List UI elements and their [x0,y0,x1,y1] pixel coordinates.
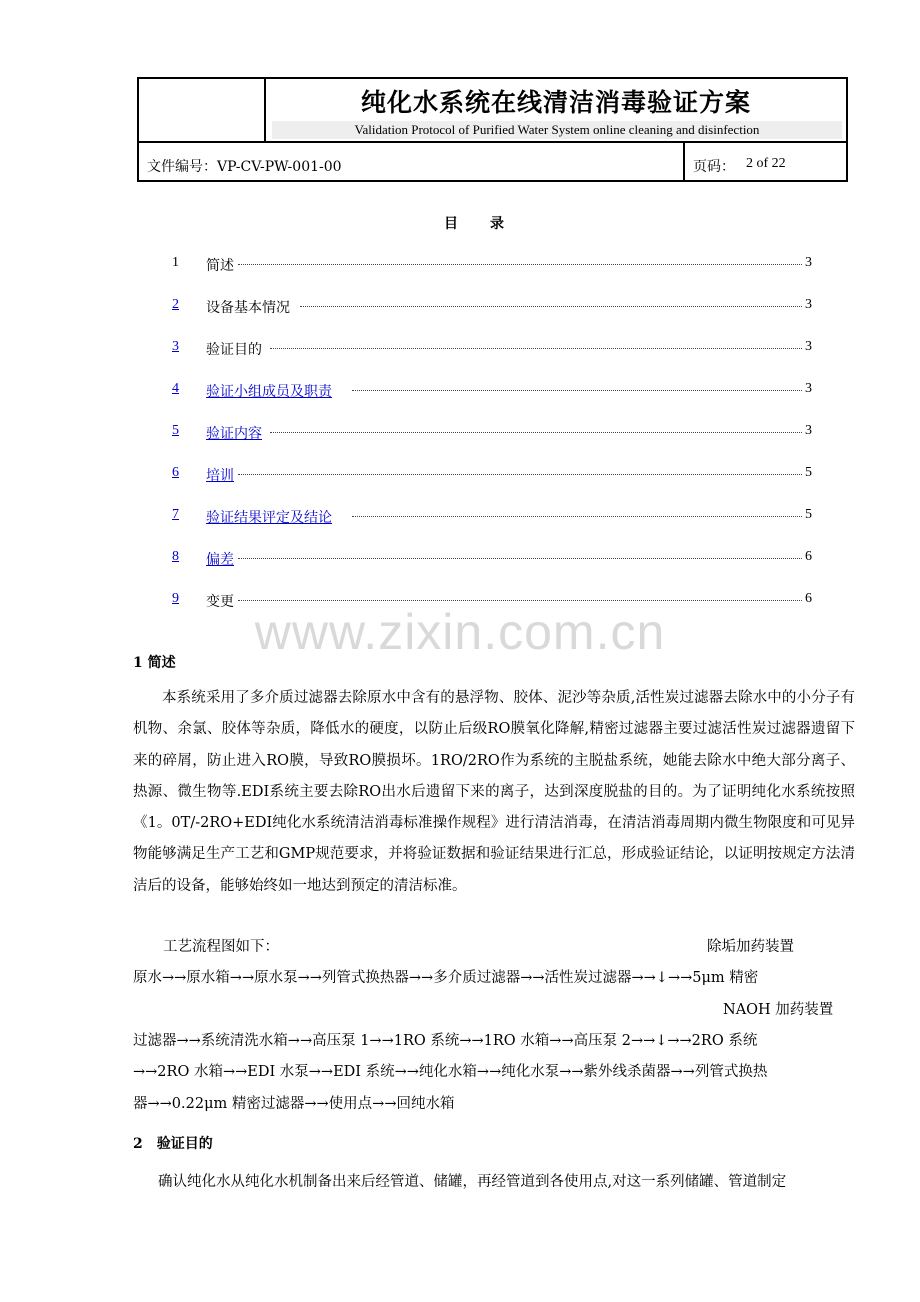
title-cell [266,79,846,141]
toc-item-number-link[interactable]: 4 [172,381,179,396]
section-heading: 1 简述 [133,655,176,671]
toc-leader [238,264,802,265]
toc-item-page: 3 [805,255,812,270]
document-title: 纯化水系统在线清洁消毒验证方案 [360,88,751,117]
toc-item-number-link[interactable]: 9 [172,591,179,606]
flow-line: 器→→0.22μm 精密过滤器→→使用点→→回纯水箱 [133,1096,455,1112]
toc-item-label-link[interactable]: 验证结果评定及结论 [206,510,332,526]
flow-line: 过滤器→→系统清洗水箱→→高压泵 1→→1RO 系统→→1RO 水箱→→高压泵 2→→↓→→2RO 系统 [133,1033,758,1049]
toc-item-page: 6 [805,549,812,564]
page-number-cell [683,143,846,180]
section-heading: 2 验证目的 [133,1136,213,1152]
toc-title: 目录 [444,216,536,232]
toc-item-label-link[interactable]: 验证小组成员及职责 [206,384,332,400]
toc-item-number-link[interactable]: 7 [172,507,179,522]
toc-item-number-link[interactable]: 5 [172,423,179,438]
toc-leader [352,390,802,391]
toc-item[interactable] [172,549,812,569]
toc-leader [352,516,802,517]
toc-leader [270,432,802,433]
toc-item-number-link[interactable]: 2 [172,297,179,312]
header-info-row [139,141,846,180]
page-value: 2 of 22 [746,156,786,171]
toc-item[interactable] [172,381,812,401]
toc-item-label: 设备基本情况 [206,300,290,316]
flow-note: NAOH 加药装置 [723,1002,834,1018]
toc-leader [300,306,802,307]
toc-item-page: 3 [805,297,812,312]
logo-cell [139,79,266,141]
toc-item-page: 3 [805,381,812,396]
page-label: 页码： [693,159,735,175]
document-subtitle: Validation Protocol of Purified Water System online cleaning and disinfection [272,121,842,139]
toc-item-number-link[interactable]: 8 [172,549,179,564]
toc-item-number: 1 [172,255,179,270]
section-paragraph: 本系统采用了多介质过滤器去除原水中含有的悬浮物、胶体、泥沙等杂质,活性炭过滤器去除水中的小分子有机物、余氯、胶体等杂质，降低水的硬度，以防止后级RO膜氧化降解,精密过滤器主要过滤活性炭过滤器遗留下来的碎屑，防止进入RO膜，导致RO膜损坏。1RO/2RO作为系统的主脱盐系统，她能去除水中绝大部分离子、热源、微生物等.EDI系统主要去除RO出水后遗留下来的离子，达到深度脱盐的目的。为了证明纯化水系统按照《1。0T/-2RO+EDI纯化水系统清洁消毒标准操作规程》进行清洁消毒，在清洁消毒周期内微生物限度和可见异物能够满足生产工艺和GMP规范要求，并将验证数据和验证结果进行汇总，形成验证结论，以证明按规定方法清洁后的设备，能够始终如一地达到预定的清洁标准。 [133,690,855,894]
toc-item[interactable] [172,507,812,527]
toc-item[interactable] [172,297,812,317]
toc-item-number-link[interactable]: 6 [172,465,179,480]
document-header [137,77,848,182]
toc-item-label-link[interactable]: 偏差 [206,552,234,568]
toc-item-label-link[interactable]: 培训 [206,468,234,484]
toc-item [172,255,812,275]
watermark: www.zixin.com.cn [254,604,666,660]
toc-leader [238,600,802,601]
toc-item[interactable] [172,465,812,485]
toc-leader [238,474,802,475]
toc-item-page: 6 [805,591,812,606]
toc-item-number-link[interactable]: 3 [172,339,179,354]
flow-line: 原水→→原水箱→→原水泵→→列管式换热器→→多介质过滤器→→活性炭过滤器→→↓→→5μm 精密 [133,970,759,986]
toc-item-page: 5 [805,465,812,480]
flow-note: 除垢加药装置 [707,939,794,955]
toc-item-page: 5 [805,507,812,522]
toc-item-label: 变更 [206,594,234,610]
section-paragraph: 确认纯化水从纯化水机制备出来后经管道、储罐，再经管道到各使用点,对这一系列储罐、管道制定 [158,1174,787,1190]
toc-item-label-link[interactable]: 验证内容 [206,426,262,442]
toc-item[interactable] [172,423,812,443]
flow-intro: 工艺流程图如下： [163,939,279,955]
toc-leader [270,348,802,349]
toc-item[interactable] [172,339,812,359]
flow-line: →→2RO 水箱→→EDI 水泵→→EDI 系统→→纯化水箱→→纯化水泵→→紫外线杀菌器→→列管式换热 [133,1064,768,1080]
document-number: 文件编号：VP-CV-PW-001-00 [147,159,342,175]
toc-item-label: 简述 [206,258,234,274]
toc-item-page: 3 [805,423,812,438]
toc-item-page: 3 [805,339,812,354]
toc-leader [238,558,802,559]
toc-item-label: 验证目的 [206,342,262,358]
